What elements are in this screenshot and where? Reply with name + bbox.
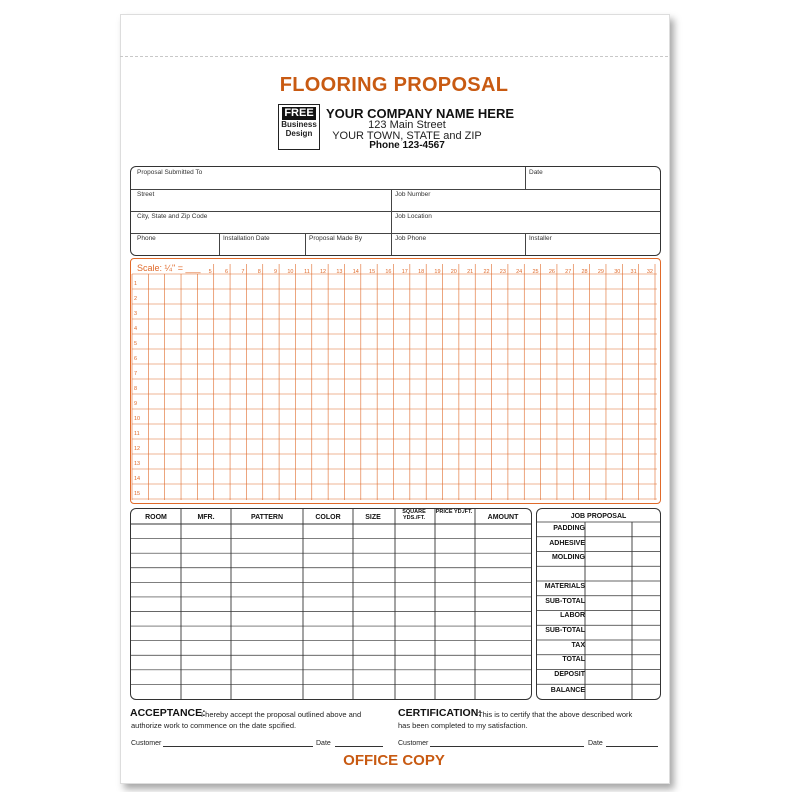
col-divider (525, 167, 526, 189)
items-table (130, 508, 532, 700)
field-street[interactable]: Street (137, 191, 155, 198)
col-header-size: SIZE (365, 514, 381, 521)
grid-row-number: 14 (134, 476, 141, 482)
row-divider (131, 233, 660, 234)
field-city-state-zip[interactable]: City, State and Zip Code (137, 213, 208, 220)
field-job-location[interactable]: Job Location (395, 213, 432, 220)
col-divider (219, 233, 220, 255)
grid-row-number: 1 (134, 281, 138, 287)
header-fields-box (130, 166, 661, 256)
field-installer[interactable]: Installer (529, 235, 552, 242)
job-row-subtotal-2: SUB-TOTAL (545, 627, 585, 634)
grid-col-number: 9 (274, 269, 278, 275)
col-divider (305, 233, 306, 255)
acceptance-text-2: authorize work to commence on the date spcified. (131, 721, 297, 730)
grid-col-number: 7 (241, 269, 245, 275)
grid-col-number: 23 (499, 269, 506, 275)
acceptance-date-label: Date (316, 740, 331, 747)
grid-col-number: 10 (287, 269, 294, 275)
grid-row-number: 9 (134, 401, 138, 407)
field-proposal-made-by[interactable]: Proposal Made By (309, 235, 363, 242)
grid-row-number: 7 (134, 371, 138, 377)
grid-col-number: 8 (257, 269, 261, 275)
logo-line1: Business (281, 120, 317, 129)
job-proposal-title: JOB PROPOSAL (570, 513, 627, 520)
grid-col-number: 15 (369, 269, 376, 275)
grid-col-number: 18 (418, 269, 425, 275)
company-street: 123 Main Street (368, 119, 446, 131)
office-copy-label: OFFICE COPY (343, 752, 445, 769)
grid-col-number: 29 (597, 269, 604, 275)
certification-customer-line[interactable] (430, 746, 584, 747)
grid-row-number: 3 (134, 311, 138, 317)
job-row-subtotal-1: SUB-TOTAL (545, 598, 585, 605)
grid-col-number: 13 (336, 269, 343, 275)
grid-row-number: 15 (134, 491, 141, 497)
grid-row-number: 8 (134, 386, 138, 392)
grid-row-number: 13 (134, 461, 141, 467)
job-row-molding: MOLDING (551, 554, 585, 561)
items-table-lines (131, 509, 531, 699)
field-job-number[interactable]: Job Number (395, 191, 431, 198)
grid-col-number: 21 (467, 269, 474, 275)
acceptance-date-line[interactable] (335, 746, 383, 747)
acceptance-customer-label: Customer (131, 740, 162, 747)
col-header-price: PRICE YD./FT. (435, 509, 473, 515)
business-logo (278, 104, 320, 150)
grid-col-number: 17 (401, 269, 408, 275)
grid-row-number: 2 (134, 296, 138, 302)
col-header-pattern: PATTERN (250, 514, 284, 521)
grid-col-number: 20 (450, 269, 457, 275)
logo-free-badge: FREE (282, 107, 316, 120)
company-city: YOUR TOWN, STATE and ZIP (332, 130, 482, 142)
col-divider (391, 189, 392, 255)
job-row-total: TOTAL (562, 656, 585, 663)
col-header-square: SQUARE YDS./FT. (402, 509, 426, 521)
certification-text-2: has been completed to my satisfaction. (398, 721, 528, 730)
field-date[interactable]: Date (529, 169, 543, 176)
row-divider (131, 211, 660, 212)
field-proposal-submitted-to[interactable]: Proposal Submitted To (137, 169, 203, 176)
grid-row-number: 5 (134, 341, 138, 347)
grid-col-number: 30 (614, 269, 621, 275)
field-job-phone[interactable]: Job Phone (395, 235, 427, 242)
job-row-adhesive: ADHESIVE (549, 540, 585, 547)
field-installation-date[interactable]: Installation Date (223, 235, 270, 242)
field-phone[interactable]: Phone (137, 235, 156, 242)
grid-col-number: 5 (208, 269, 212, 275)
certification-customer-label: Customer (398, 740, 429, 747)
grid-col-number: 16 (385, 269, 392, 275)
grid-col-number: 28 (581, 269, 588, 275)
acceptance-customer-line[interactable] (163, 746, 313, 747)
grid-col-number: 25 (532, 269, 539, 275)
grid-row-number: 11 (134, 431, 140, 437)
scale-label: Scale: ¼" = ___ (137, 263, 201, 273)
job-row-labor: LABOR (560, 612, 585, 619)
col-divider (525, 233, 526, 255)
company-phone: Phone 123-4567 (369, 140, 445, 151)
certification-date-line[interactable] (606, 746, 658, 747)
certification-text-1: This is to certify that the above described work (478, 710, 633, 719)
certification-title: CERTIFICATION: (398, 707, 482, 719)
job-row-deposit: DEPOSIT (554, 671, 585, 678)
certification-date-label: Date (588, 740, 603, 747)
grid-col-number: 32 (646, 269, 653, 275)
row-divider (131, 189, 660, 190)
grid-row-number: 6 (134, 356, 138, 362)
acceptance-title: ACCEPTANCE: (130, 707, 206, 719)
grid-col-number: 14 (352, 269, 359, 275)
grid-row-number: 10 (134, 416, 141, 422)
grid-col-number: 6 (225, 269, 229, 275)
grid-col-number: 26 (548, 269, 555, 275)
grid-row-number: 4 (134, 326, 138, 332)
acceptance-text-1: I hereby accept the proposal outlined above and (201, 710, 362, 719)
company-name: YOUR COMPANY NAME HERE (326, 106, 515, 121)
grid-col-number: 19 (434, 269, 441, 275)
col-header-amount: AMOUNT (487, 514, 519, 521)
grid-col-number: 27 (565, 269, 572, 275)
grid-col-number: 24 (516, 269, 523, 275)
job-row-padding: PADDING (553, 525, 585, 532)
job-proposal-box (536, 508, 661, 700)
logo-line2: Design (285, 129, 313, 138)
col-header-mfr: MFR. (197, 514, 215, 521)
job-row-tax: TAX (571, 642, 585, 649)
col-header-room: ROOM (145, 514, 167, 521)
grid-col-number: 12 (320, 269, 327, 275)
col-header-color: COLOR (315, 514, 341, 521)
grid-row-number: 12 (134, 446, 141, 452)
grid-col-number: 11 (304, 269, 310, 275)
job-row-balance: BALANCE (550, 687, 585, 694)
perforation-line (120, 56, 668, 57)
scale-grid[interactable] (130, 258, 659, 502)
grid-col-number: 22 (483, 269, 490, 275)
job-row-materials: MATERIALS (544, 583, 585, 590)
grid-col-number: 31 (630, 269, 637, 275)
form-title: FLOORING PROPOSAL (279, 74, 509, 96)
